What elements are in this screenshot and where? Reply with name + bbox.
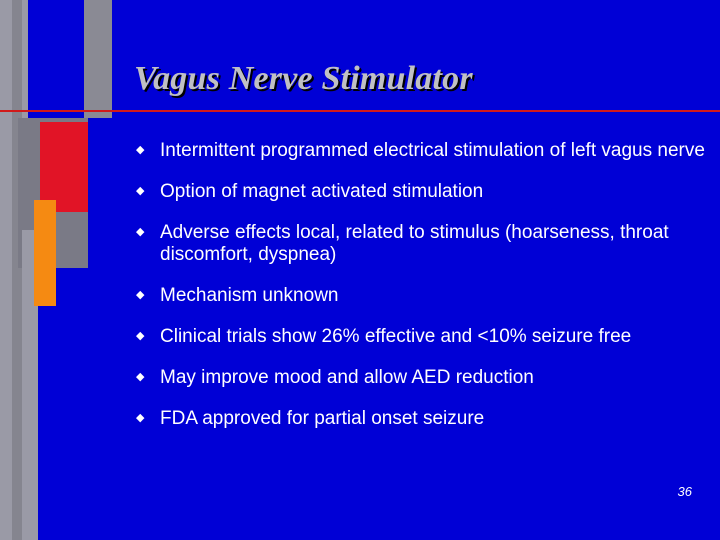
- diamond-bullet-icon: ◆: [136, 225, 145, 238]
- bullet-item: [136, 222, 706, 266]
- diamond-bullet-icon: ◆: [136, 370, 145, 383]
- bullet-text: FDA approved for partial onset seizure: [160, 408, 485, 429]
- title-underline: [0, 110, 720, 112]
- bullet-item: [136, 140, 706, 162]
- diamond-bullet-icon: ◆: [136, 288, 145, 301]
- decor-orange-bar: [34, 200, 56, 306]
- slide-title: Vagus Nerve Stimulator: [134, 60, 473, 97]
- bullet-item: [136, 181, 706, 203]
- diamond-bullet-icon: ◆: [136, 143, 145, 156]
- bullet-text: Option of magnet activated stimulation: [160, 181, 484, 202]
- bullet-text: Intermittent programmed electrical stimulation of left vagus nerve: [160, 140, 705, 161]
- bullet-item: [136, 326, 706, 348]
- bullet-list: [136, 140, 706, 449]
- page-number: 36: [677, 484, 692, 499]
- bullet-item: [136, 367, 706, 389]
- diamond-bullet-icon: ◆: [136, 329, 145, 342]
- diamond-bullet-icon: ◆: [136, 411, 145, 424]
- bullet-text: Adverse effects local, related to stimulus (hoarseness, throat discomfort, dyspnea): [160, 222, 669, 265]
- decor-red-block: [40, 122, 88, 212]
- bullet-text: May improve mood and allow AED reduction: [160, 367, 534, 388]
- bullet-item: [136, 285, 706, 307]
- bullet-item: [136, 408, 706, 430]
- decor-gray-bar-dark: [12, 0, 22, 540]
- decor-gray-block-top: [84, 0, 112, 118]
- bullet-text: Clinical trials show 26% effective and <10% seizure free: [160, 326, 632, 347]
- diamond-bullet-icon: ◆: [136, 184, 145, 197]
- bullet-text: Mechanism unknown: [160, 285, 339, 306]
